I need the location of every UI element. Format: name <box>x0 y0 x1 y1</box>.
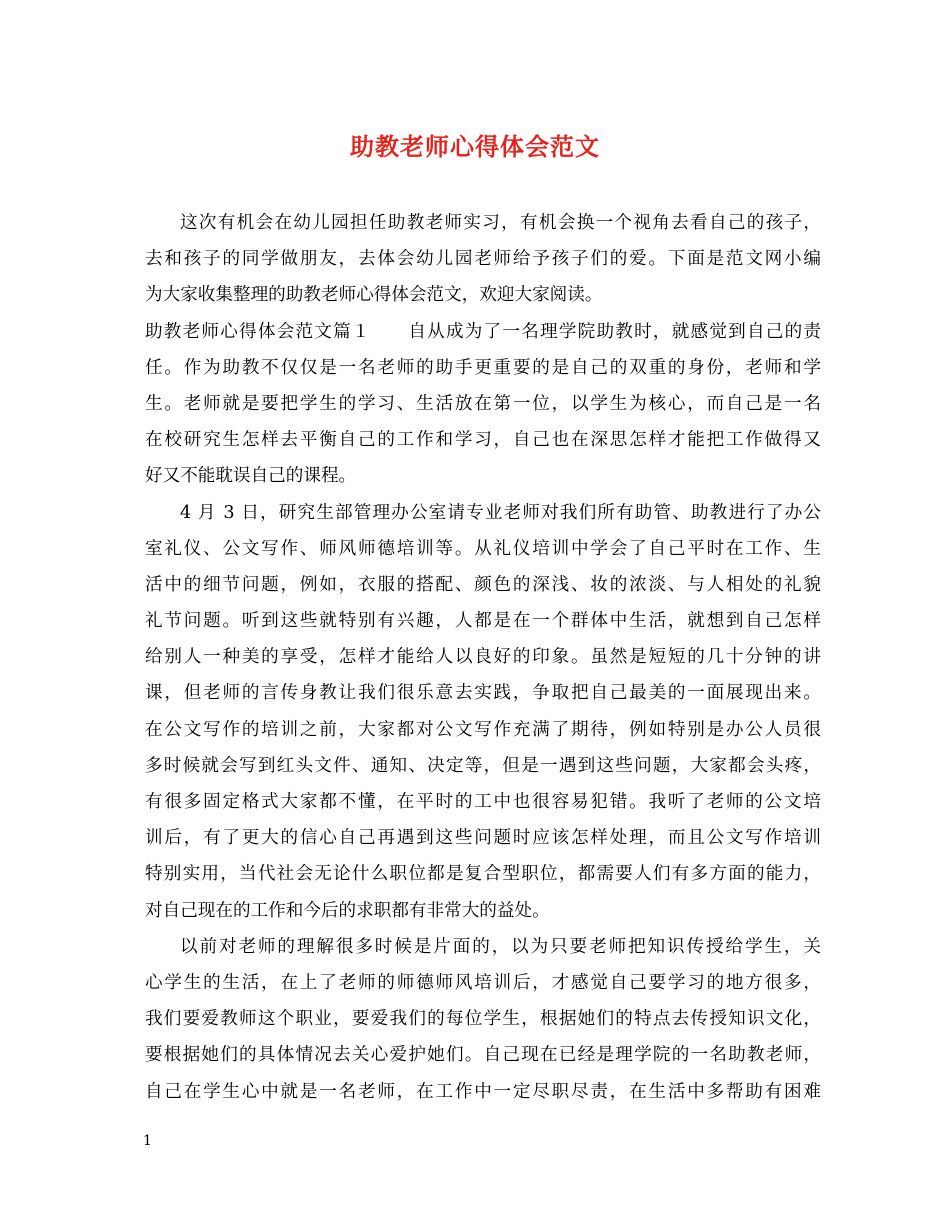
text-line: 在校研究生怎样去平衡自己的工作和学习，自己也在深思怎样才能把工作做得又 <box>145 430 821 451</box>
text-line: 在公文写作的培训之前，大家都对公文写作充满了期待，例如特别是办公人员很 <box>145 719 821 740</box>
page-title: 助教老师心得体会范文 <box>350 132 600 161</box>
text-line: 4 月 3 日，研究生部管理办公室请专业老师对我们所有助管、助教进行了办公 <box>180 502 821 523</box>
text-line: 生。老师就是要把学生的学习、生活放在第一位，以学生为核心，而自己是一名 <box>145 393 821 414</box>
text-line: 我们要爱教师这个职业，要爱我们的每位学生，根据她们的特点去传授知识文化， <box>145 1009 821 1030</box>
text-line: 助教老师心得体会范文篇１ 自从成为了一名理学院助教时，就感觉到自己的责 <box>145 321 821 342</box>
text-line: 这次有机会在幼儿园担任助教老师实习，有机会换一个视角去看自己的孩子， <box>180 213 821 233</box>
text-line: 任。作为助教不仅仅是一名老师的助手更重要的是自己的双重的身份，老师和学 <box>145 357 821 378</box>
text-line: 有很多固定格式大家都不懂，在平时的工中也很容易犯错。我听了老师的公文培 <box>145 792 821 812</box>
text-line: 活中的细节问题，例如，衣服的搭配、颜色的深浅、妆的浓淡、与人相处的礼貌 <box>145 574 821 595</box>
page-number: 1 <box>143 1133 152 1149</box>
text-line: 礼节问题。听到这些就特别有兴趣，人都是在一个群体中生活，就想到自己怎样 <box>145 611 821 632</box>
document-body <box>145 205 821 1110</box>
text-line: 好又不能耽误自己的课程。 <box>145 466 357 487</box>
text-line: 对自己现在的工作和今后的求职都有非常大的益处。 <box>145 900 550 921</box>
text-line: 给别人一种美的享受，怎样才能给人以良好的印象。虽然是短短的几十分钟的讲 <box>145 647 821 668</box>
text-line: 为大家收集整理的助教老师心得体会范文，欢迎大家阅读。 <box>145 285 603 306</box>
text-line: 室礼仪、公文写作、师风师德培训等。从礼仪培训中学会了自己平时在工作、生 <box>145 538 821 559</box>
text-line: 自己在学生心中就是一名老师，在工作中一定尽职尽责，在生活中多帮助有困难 <box>145 1081 821 1102</box>
text-line: 特别实用，当代社会无论什么职位都是复合型职位，都需要人们有多方面的能力， <box>145 864 821 885</box>
text-line: 训后，有了更大的信心自己再遇到这些问题时应该怎样处理，而且公文写作培训 <box>145 828 821 849</box>
text-line: 以前对老师的理解很多时候是片面的，以为只要老师把知识传授给学生，关 <box>180 936 821 957</box>
text-line: 课，但老师的言传身教让我们很乐意去实践，争取把自己最美的一面展现出来。 <box>145 683 821 704</box>
text-line: 多时候就会写到红头文件、通知、决定等，但是一遇到这些问题，大家都会头疼， <box>145 755 821 776</box>
text-line: 要根据她们的具体情况去关心爱护她们。自己现在已经是理学院的一名助教老师， <box>145 1045 821 1066</box>
text-line: 心学生的生活，在上了老师的师德师风培训后，才感觉自己要学习的地方很多， <box>145 972 821 993</box>
text-line: 去和孩子的同学做朋友，去体会幼儿园老师给予孩子们的爱。下面是范文网小编 <box>145 249 821 270</box>
